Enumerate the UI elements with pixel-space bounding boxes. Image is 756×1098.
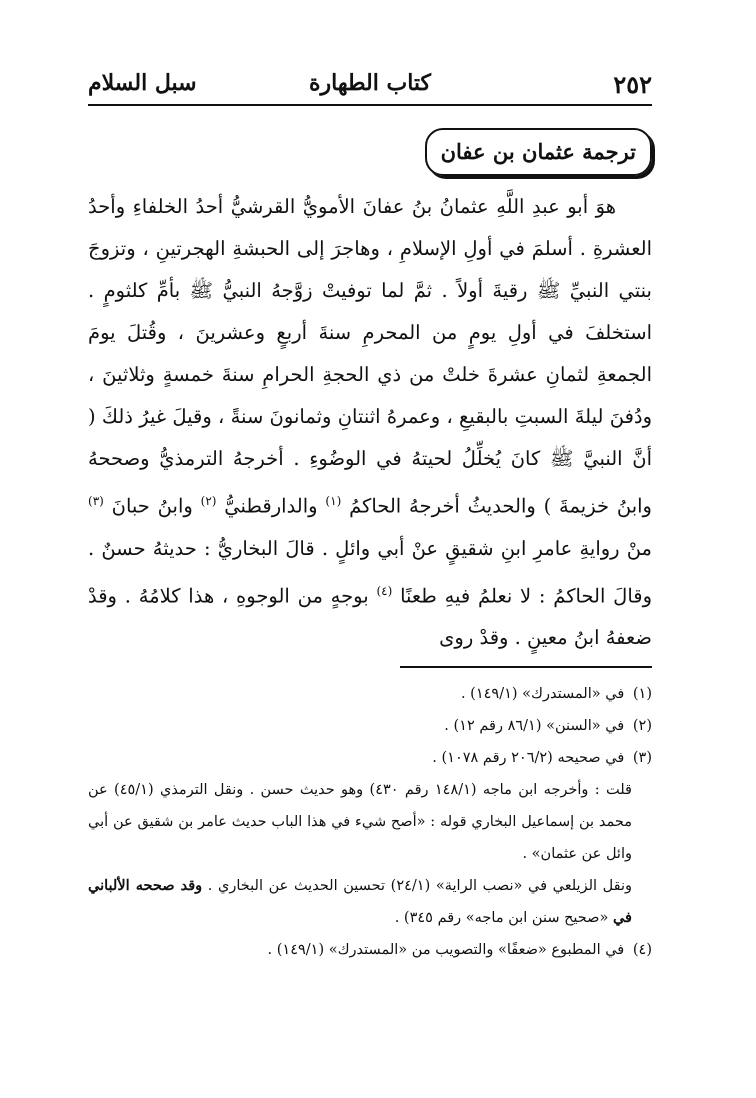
footnote-2-number: (٢) — [632, 718, 652, 734]
footnote-4-number: (٤) — [632, 942, 652, 958]
footnote-3-note-2 — [88, 870, 632, 934]
footnote-4 — [88, 934, 652, 966]
footnote-ref-4[interactable]: (٤) — [376, 583, 393, 598]
body-text-4: منْ روايةِ عامرِ ابنِ شقيقٍ عنْ أبي وائلٍ . قالَ البخاريُّ : حديثهُ حسنٌ . وقالَ الحاكمُ : لا نعلمُ فيهِ طعنًا — [88, 536, 653, 607]
footnote-3-note-2-a: ونقل الزيلعي في «نصب الراية» (٢٤/١) تحسين الحديث عن البخاري . — [207, 878, 633, 894]
footnote-2-text: في «السنن» (٨٦/١ رقم ١٢) . — [444, 718, 625, 734]
footnotes — [88, 678, 652, 966]
body-text-5: بوجهٍ من الوجوهِ ، هذا كلامُهُ . وقدْ ضعفهُ ابنُ معينٍ . وقدْ روى — [88, 584, 652, 649]
page-number: ٢٥٢ — [613, 70, 652, 99]
footnote-4-text: في المطبوع «ضعفًا» والتصويب من «المستدرك» (١٤٩/١) . — [267, 942, 625, 958]
footnote-divider — [400, 666, 652, 668]
page-header — [88, 66, 652, 106]
body-text-1: هوَ أبو عبدِ اللَّهِ عثمانُ بنُ عفانَ الأمويُّ القرشيُّ أحدُ الخلفاءِ وأحدُ العشرةِ . أسلمَ في أولِ الإسلامِ ، وهاجرَ إلى الحبشةِ الهجرتينِ ، وتزوجَ بنتي النبيِّ ﷺ رقيةَ أولاً . ثمَّ لما توفيتْ زوَّجهُ النبيُّ ﷺ بأمِّ كلثومٍ . استخلفَ في أولِ يومٍ من المحرمِ سنةَ أربعٍ وعشرينَ ، وقُتلَ يومَ الجمعةِ لثمانِ عشرةَ خلتْ من ذي الحجةِ الحرامِ سنةَ خمسةٍ وثلاثينَ ، ودُفنَ ليلةَ السبتِ بالبقيعِ ، وعمرهُ اثنتانِ وثمانونَ سنةً ، وقيلَ غيرُ ذلكَ ( أنَّ النبيَّ ﷺ كانَ يُخلِّلُ لحيتهُ في الوضُوءِ . أخرجهُ الترمذيُّ وصححهُ وابنُ خزيمةَ ) والحديثُ أخرجهُ الحاكمُ — [88, 195, 652, 518]
header-divider — [88, 104, 652, 106]
footnote-1-number: (١) — [632, 686, 652, 702]
footnote-ref-1[interactable]: (١) — [325, 494, 342, 508]
chapter-title: كتاب الطهارة — [308, 70, 432, 96]
main-paragraph — [88, 186, 652, 659]
book-title: سبل السلام — [88, 70, 197, 96]
footnote-2 — [88, 710, 652, 742]
footnote-ref-3[interactable]: (٣) — [88, 494, 104, 508]
footnote-1-text: في «المستدرك» (١٤٩/١) . — [460, 686, 625, 702]
footnote-3-note-2-c: «صحيح سنن ابن ماجه» رقم ٣٤٥) . — [394, 910, 609, 926]
footnote-3-number: (٣) — [632, 750, 652, 766]
footnote-3-note-1: قلت : وأخرجه ابن ماجه (١٤٨/١ رقم ٤٣٠) وهو حديث حسن . ونقل الترمذي (٤٥/١) عن محمد بن إسماعيل البخاري قوله : «أصح شيء في هذا الباب حديث عامر بن شقيق عن أبي وائل عن عثمان» . — [88, 782, 632, 862]
footnote-3-note-2-b: وقد صححه الألباني في — [88, 877, 632, 926]
footnote-3-text: في صحيحه (٢٠٦/٢ رقم ١٠٧٨) . — [432, 750, 625, 766]
body-text-2: والدارقطنيُّ — [224, 494, 318, 518]
body-text-3: وابنُ حبانَ — [111, 494, 193, 518]
footnote-ref-2[interactable]: (٢) — [200, 494, 217, 508]
footnote-3 — [88, 742, 652, 774]
section-title: ترجمة عثمان بن عفان — [425, 128, 652, 176]
footnote-1 — [88, 678, 652, 710]
